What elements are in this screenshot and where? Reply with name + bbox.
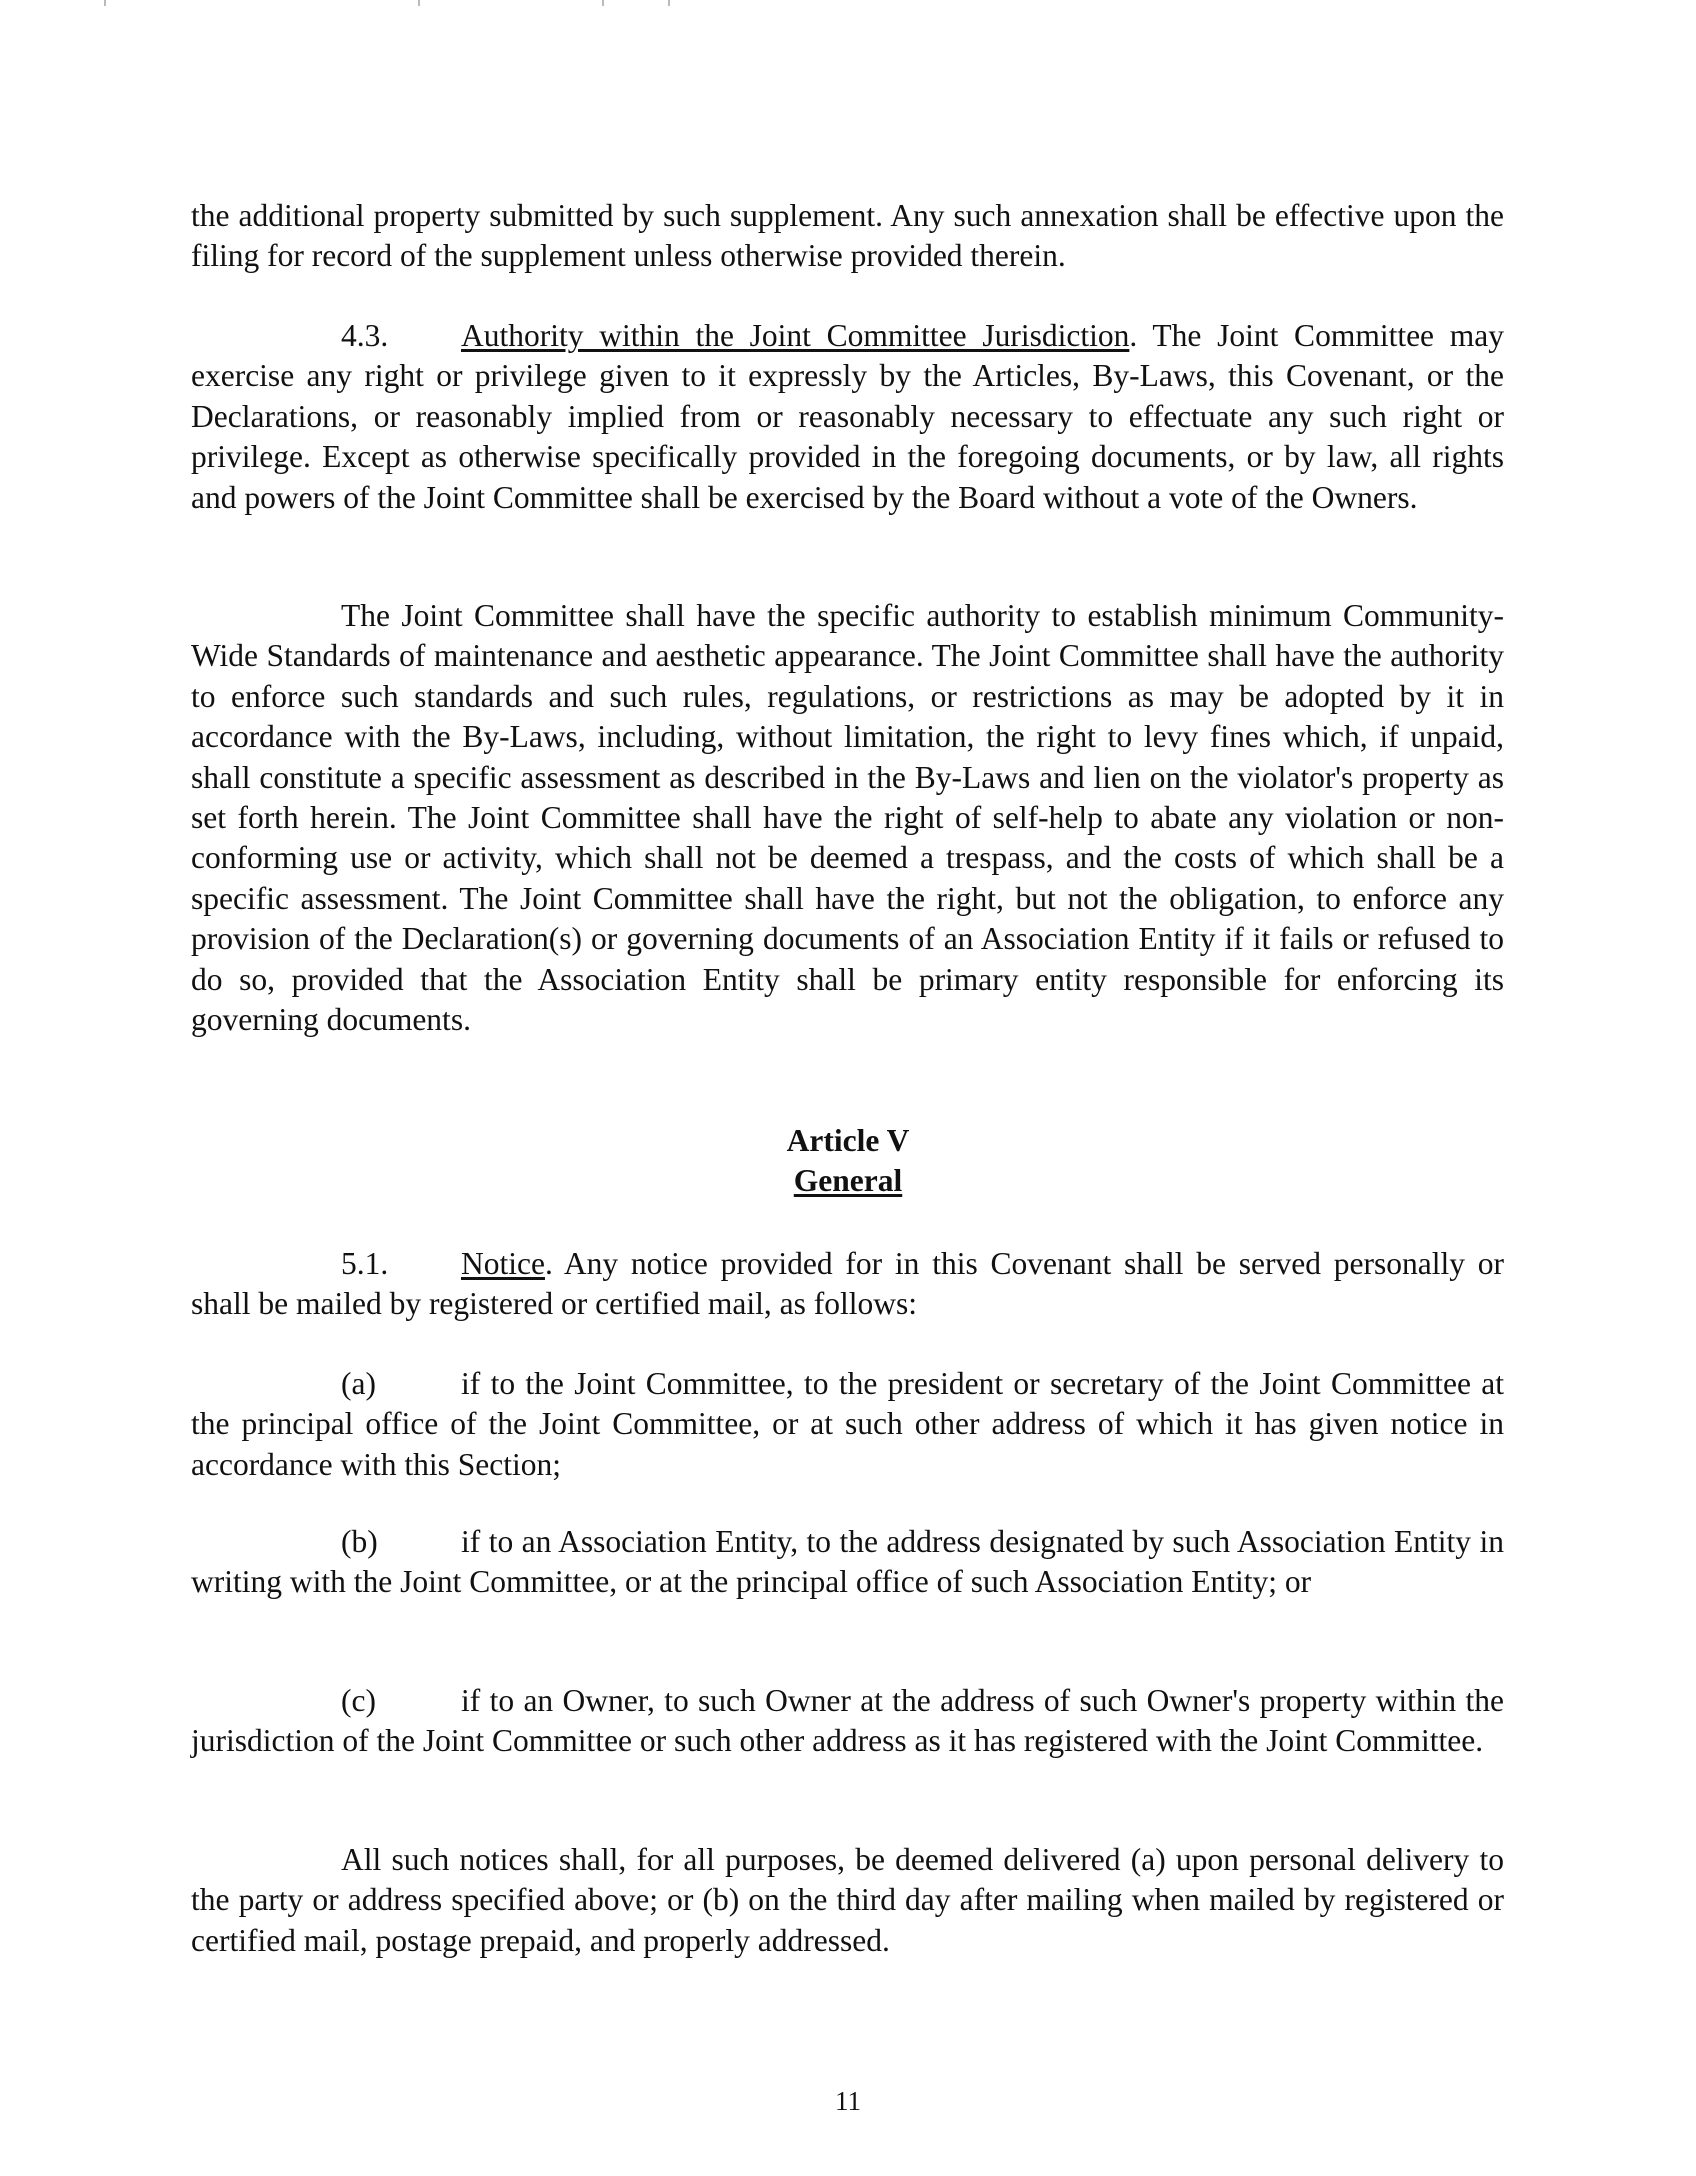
article-subheading: General	[793, 1163, 903, 1198]
list-item-b	[191, 1522, 1504, 1603]
list-item-a	[191, 1364, 1504, 1485]
section-title: Notice	[461, 1246, 545, 1281]
section-title-suffix: .	[544, 1246, 553, 1281]
section-4-3-paragraph	[191, 316, 1504, 518]
section-body: Any notice provided for in this Covenant shall be served personally or shall be mailed by registered or certified mail, as follows:	[191, 1246, 1504, 1322]
scan-artifact	[104, 0, 106, 6]
list-item-label: (b)	[341, 1524, 378, 1559]
list-item-c	[191, 1681, 1504, 1762]
scan-artifact	[418, 0, 420, 6]
scan-artifact	[668, 0, 670, 6]
list-item-text: if to an Association Entity, to the address designated by such Association Entity in writing with the Joint Committee, or at the principal office of such Association Entity; or	[191, 1524, 1504, 1600]
section-number: 5.1.	[341, 1246, 389, 1281]
article-subheading-wrap	[0, 1161, 1696, 1201]
section-number: 4.3.	[341, 318, 389, 353]
page-number: 11	[835, 2086, 861, 2116]
scan-artifact	[602, 0, 604, 6]
article-heading: Article V	[786, 1123, 910, 1158]
section-5-1-paragraph	[191, 1244, 1504, 1325]
list-item-text: if to the Joint Committee, to the president or secretary of the Joint Committee at the principal office of the Joint Committee, or at such other address of which it has given notice in accordance with this Section;	[191, 1366, 1504, 1482]
list-item-label: (c)	[341, 1683, 376, 1718]
continuation-paragraph: the additional property submitted by such supplement. Any such annexation shall be effective upon the filing for record of the supplement unless otherwise provided therein.	[191, 198, 1504, 274]
delivery-paragraph: All such notices shall, for all purposes, be deemed delivered (a) upon personal delivery to the party or address specified above; or (b) on the third day after mailing when mailed by registered or certified mail, postage prepaid, and properly addressed.	[191, 1842, 1504, 1958]
section-title: Authority within the Joint Committee Jurisdiction	[461, 318, 1130, 353]
list-item-label: (a)	[341, 1366, 376, 1401]
list-item-text: if to an Owner, to such Owner at the address of such Owner's property within the jurisdiction of the Joint Committee or such other address as it has registered with the Joint Committee.	[191, 1683, 1504, 1759]
authority-paragraph: The Joint Committee shall have the specific authority to establish minimum Community-Wide Standards of maintenance and aesthetic appearance. The Joint Committee shall have the authority to enforce such standards and such rules, regulations, or restrictions as may be adopted by it in accordance with the By-Laws, including, without limitation, the right to levy fines which, if unpaid, shall constitute a specific assessment as described in the By-Laws and lien on the violator's property as set forth herein. The Joint Committee shall have the right of self-help to abate any violation or non-conforming use or activity, which shall not be deemed a trespass, and the costs of which shall be a specific assessment. The Joint Committee shall have the right, but not the obligation, to enforce any provision of the Declaration(s) or governing documents of an Association Entity if it fails or refused to do so, provided that the Association Entity shall be primary entity responsible for enforcing its governing documents.	[191, 598, 1504, 1038]
section-body: The Joint Committee may exercise any right or privilege given to it expressly by the Articles, By-Laws, this Covenant, or the Declarations, or reasonably implied from or reasonably necessary to effectuate any such right or privilege. Except as otherwise specifically provided in the foregoing documents, or by law, all rights and powers of the Joint Committee shall be exercised by the Board without a vote of the Owners.	[191, 318, 1504, 515]
section-title-suffix: .	[1129, 318, 1138, 353]
